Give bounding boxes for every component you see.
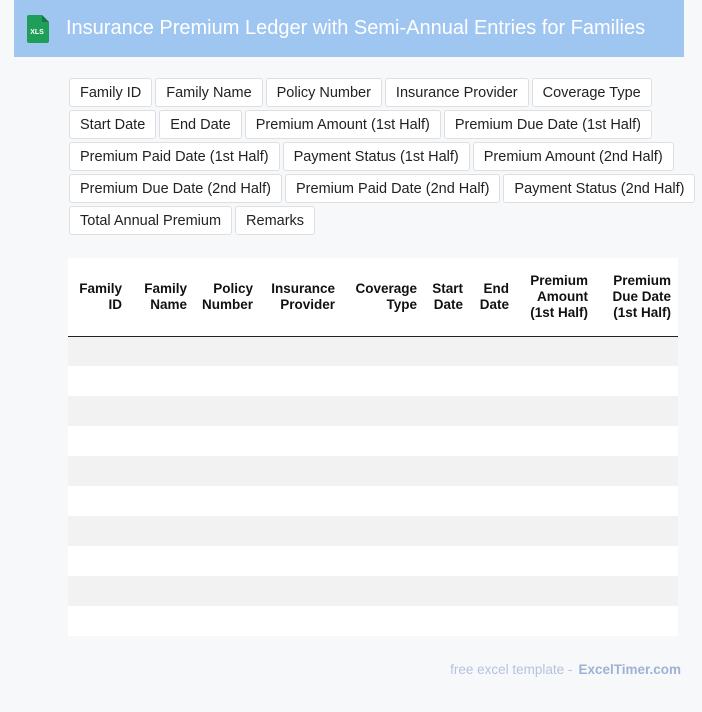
table-row xyxy=(68,606,678,636)
field-chip: End Date xyxy=(159,110,241,139)
table-cell[interactable] xyxy=(595,606,678,636)
table-cell[interactable] xyxy=(194,606,260,636)
table-cell[interactable] xyxy=(342,336,424,366)
ledger-table xyxy=(68,258,678,636)
table-cell[interactable] xyxy=(470,606,516,636)
table-cell[interactable] xyxy=(424,366,470,396)
table-cell[interactable] xyxy=(470,486,516,516)
table-cell[interactable] xyxy=(129,426,194,456)
table-row xyxy=(68,366,678,396)
table-cell[interactable] xyxy=(595,516,678,546)
table-cell[interactable] xyxy=(68,456,129,486)
column-header-line: Date xyxy=(479,296,509,312)
column-header-line: Provider xyxy=(280,296,335,312)
table-cell[interactable] xyxy=(194,426,260,456)
table-cell[interactable] xyxy=(342,366,424,396)
table-cell[interactable] xyxy=(424,456,470,486)
table-cell[interactable] xyxy=(424,396,470,426)
column-header xyxy=(68,258,129,336)
column-header-line: Type xyxy=(386,296,417,312)
column-header-line: Name xyxy=(150,296,187,312)
table-cell[interactable] xyxy=(342,516,424,546)
table-cell[interactable] xyxy=(595,336,678,366)
column-header xyxy=(129,258,194,336)
table-cell[interactable] xyxy=(470,396,516,426)
field-chip: Premium Paid Date (1st Half) xyxy=(69,142,280,171)
page-title: Insurance Premium Ledger with Semi-Annual Entries for Families xyxy=(66,17,646,39)
table-cell[interactable] xyxy=(595,546,678,576)
table-cell[interactable] xyxy=(68,366,129,396)
field-chip: Premium Due Date (2nd Half) xyxy=(69,174,282,203)
table-cell[interactable] xyxy=(424,426,470,456)
column-header-line: Number xyxy=(201,296,253,312)
table-cell[interactable] xyxy=(516,486,595,516)
column-header xyxy=(424,258,470,336)
field-chip: Policy Number xyxy=(266,78,382,107)
table-cell[interactable] xyxy=(595,486,678,516)
field-chip: Payment Status (1st Half) xyxy=(283,142,470,171)
table-cell[interactable] xyxy=(129,336,194,366)
table-cell[interactable] xyxy=(129,606,194,636)
table-cell[interactable] xyxy=(194,456,260,486)
column-header-line: Date xyxy=(433,296,463,312)
column-header-line: Coverage xyxy=(355,280,417,296)
column-header-line: Premium xyxy=(530,272,588,288)
table-cell[interactable] xyxy=(194,396,260,426)
table-cell[interactable] xyxy=(129,396,194,426)
table-cell[interactable] xyxy=(424,546,470,576)
table-cell[interactable] xyxy=(342,426,424,456)
table-cell[interactable] xyxy=(470,546,516,576)
field-list xyxy=(69,78,699,235)
table-cell[interactable] xyxy=(470,516,516,546)
table-cell[interactable] xyxy=(260,546,342,576)
column-header-line: (1st Half) xyxy=(530,304,588,320)
column-header xyxy=(516,258,595,336)
table-cell[interactable] xyxy=(342,396,424,426)
field-chip: Remarks xyxy=(235,206,315,235)
table-cell[interactable] xyxy=(260,576,342,606)
table-cell[interactable] xyxy=(194,486,260,516)
table-cell[interactable] xyxy=(260,336,342,366)
table-cell[interactable] xyxy=(194,576,260,606)
table-cell[interactable] xyxy=(68,336,129,366)
table-row xyxy=(68,486,678,516)
table-cell[interactable] xyxy=(424,606,470,636)
table-cell[interactable] xyxy=(424,336,470,366)
column-header xyxy=(342,258,424,336)
column-header-line: Family xyxy=(79,280,122,296)
column-header xyxy=(470,258,516,336)
field-chip: Premium Paid Date (2nd Half) xyxy=(285,174,500,203)
table-header-row xyxy=(68,258,678,336)
title-banner xyxy=(14,0,684,57)
column-header xyxy=(260,258,342,336)
table-cell[interactable] xyxy=(129,456,194,486)
table-cell[interactable] xyxy=(424,576,470,606)
table-row xyxy=(68,396,678,426)
column-header-line: End xyxy=(483,280,509,296)
table-cell[interactable] xyxy=(260,426,342,456)
table-cell[interactable] xyxy=(516,456,595,486)
table-cell[interactable] xyxy=(595,576,678,606)
table-cell[interactable] xyxy=(68,576,129,606)
column-header-line: ID xyxy=(108,296,122,312)
table-cell[interactable] xyxy=(68,546,129,576)
field-chip: Premium Due Date (1st Half) xyxy=(444,110,652,139)
field-chip: Family Name xyxy=(155,78,262,107)
table-row xyxy=(68,456,678,486)
column-header xyxy=(194,258,260,336)
svg-text:XLS: XLS xyxy=(30,29,44,36)
table-cell[interactable] xyxy=(194,546,260,576)
table-row xyxy=(68,516,678,546)
table-cell[interactable] xyxy=(260,366,342,396)
column-header-line: Amount xyxy=(537,288,588,304)
table-cell[interactable] xyxy=(194,366,260,396)
column-header xyxy=(595,258,678,336)
column-header-line: (1st Half) xyxy=(613,304,671,320)
table-cell[interactable] xyxy=(194,336,260,366)
table-cell[interactable] xyxy=(342,456,424,486)
table-row xyxy=(68,336,678,366)
table-cell[interactable] xyxy=(129,576,194,606)
column-header-line: Due Date xyxy=(612,288,671,304)
table-row xyxy=(68,576,678,606)
table-cell[interactable] xyxy=(342,486,424,516)
table-cell[interactable] xyxy=(342,546,424,576)
table-cell[interactable] xyxy=(516,546,595,576)
column-header-line: Insurance xyxy=(271,280,335,296)
table-cell[interactable] xyxy=(595,366,678,396)
table-cell[interactable] xyxy=(260,456,342,486)
table-cell[interactable] xyxy=(470,426,516,456)
field-chip: Premium Amount (2nd Half) xyxy=(473,142,674,171)
table-cell[interactable] xyxy=(516,606,595,636)
table-cell[interactable] xyxy=(470,336,516,366)
column-header-line: Premium xyxy=(613,272,671,288)
table-cell[interactable] xyxy=(516,426,595,456)
table-cell[interactable] xyxy=(68,516,129,546)
field-chip: Start Date xyxy=(69,110,156,139)
table-cell[interactable] xyxy=(470,366,516,396)
field-chip: Coverage Type xyxy=(532,78,652,107)
footer-credit xyxy=(450,662,681,677)
field-chip: Family ID xyxy=(69,78,152,107)
table-cell[interactable] xyxy=(424,486,470,516)
field-chip: Insurance Provider xyxy=(385,78,529,107)
field-chip: Payment Status (2nd Half) xyxy=(503,174,695,203)
table-cell[interactable] xyxy=(424,516,470,546)
table-cell[interactable] xyxy=(516,366,595,396)
table-cell[interactable] xyxy=(595,456,678,486)
table-cell[interactable] xyxy=(516,516,595,546)
table-cell[interactable] xyxy=(129,486,194,516)
table-cell[interactable] xyxy=(516,336,595,366)
table-cell[interactable] xyxy=(516,576,595,606)
field-chip: Total Annual Premium xyxy=(69,206,232,235)
footer-brand-link[interactable]: ExcelTimer.com xyxy=(578,662,681,677)
table-cell[interactable] xyxy=(595,396,678,426)
table-cell[interactable] xyxy=(470,576,516,606)
table-cell[interactable] xyxy=(516,396,595,426)
table-row xyxy=(68,546,678,576)
table-cell[interactable] xyxy=(68,426,129,456)
column-header-line: Family xyxy=(144,280,187,296)
table-cell[interactable] xyxy=(260,606,342,636)
table-cell[interactable] xyxy=(68,606,129,636)
table-cell[interactable] xyxy=(68,396,129,426)
table-cell[interactable] xyxy=(342,606,424,636)
table-cell[interactable] xyxy=(470,456,516,486)
table-cell[interactable] xyxy=(342,576,424,606)
column-header-line: Policy xyxy=(213,280,253,296)
table-cell[interactable] xyxy=(68,486,129,516)
xls-file-icon xyxy=(24,14,50,44)
table-cell[interactable] xyxy=(194,516,260,546)
table-cell[interactable] xyxy=(260,396,342,426)
table-cell[interactable] xyxy=(260,516,342,546)
column-header-line: Start xyxy=(432,280,463,296)
table-cell[interactable] xyxy=(129,366,194,396)
field-chip: Premium Amount (1st Half) xyxy=(245,110,441,139)
footer-prefix: free excel template - xyxy=(450,662,573,677)
table-cell[interactable] xyxy=(260,486,342,516)
table-cell[interactable] xyxy=(129,546,194,576)
table-cell[interactable] xyxy=(129,516,194,546)
table-row xyxy=(68,426,678,456)
table-cell[interactable] xyxy=(595,426,678,456)
